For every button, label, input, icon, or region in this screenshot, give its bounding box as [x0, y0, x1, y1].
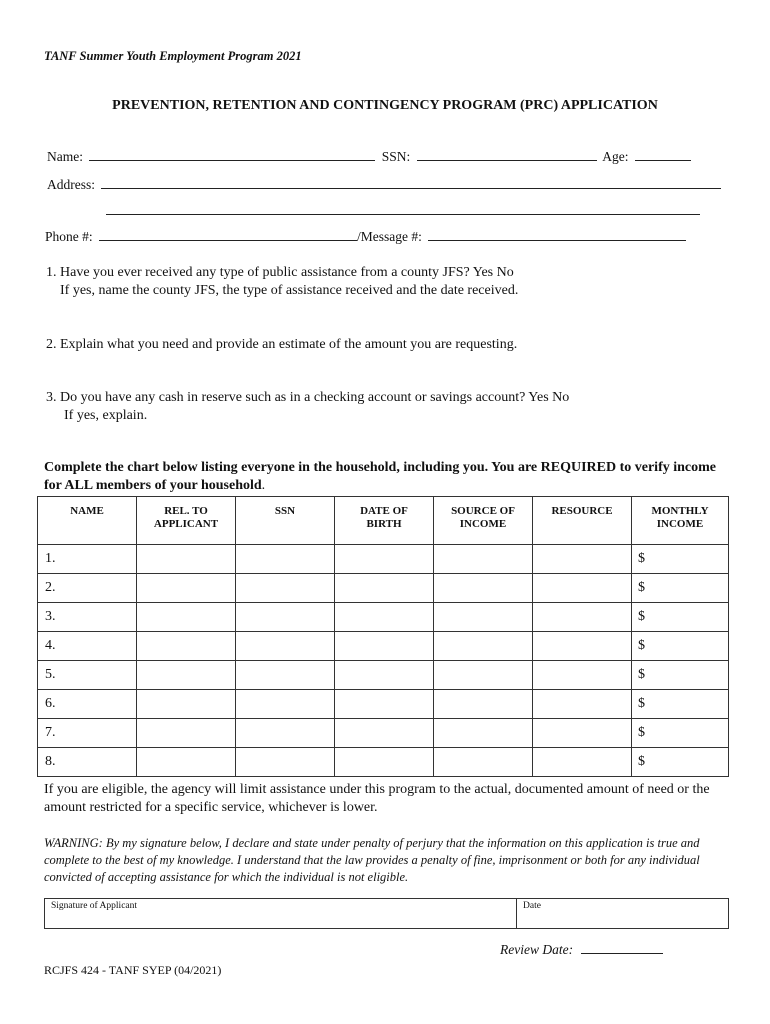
table-cell[interactable]: [533, 719, 632, 748]
row-number: 8.: [45, 754, 56, 769]
table-cell[interactable]: [434, 661, 533, 690]
perjury-warning: WARNING: By my signature below, I declare and state under penalty of perjury that the information on this application is true and complete to the best of my knowledge. I understand that the law provides a penalty of fine, imprisonment or both for any individual convicted of accepting assistance for which the individual is not eligible.: [44, 836, 700, 884]
review-date-row: [500, 942, 666, 958]
address-input-line-1[interactable]: [101, 177, 721, 189]
row-number: 3.: [45, 609, 56, 624]
table-cell[interactable]: [533, 748, 632, 777]
table-cell[interactable]: [137, 545, 236, 574]
table-cell[interactable]: [533, 603, 632, 632]
message-input-line[interactable]: [428, 229, 686, 241]
table-cell[interactable]: [335, 690, 434, 719]
table-cell[interactable]: [38, 661, 137, 690]
table-cell[interactable]: [434, 603, 533, 632]
table-cell[interactable]: [632, 690, 729, 719]
address-row: [47, 177, 724, 193]
phone-input-line[interactable]: [99, 229, 357, 241]
table-cell[interactable]: [335, 748, 434, 777]
household-table-body: [38, 545, 729, 777]
table-cell[interactable]: [335, 545, 434, 574]
table-row: [38, 661, 729, 690]
question-3: 3. Do you have any cash in reserve such as in a checking account or savings account? Yes No: [46, 390, 570, 405]
table-cell[interactable]: [533, 632, 632, 661]
address-label: Address:: [47, 177, 95, 192]
applicant-signature-field[interactable]: [45, 899, 517, 928]
age-input-line[interactable]: [635, 149, 691, 161]
household-chart-instructions: [44, 459, 734, 495]
table-cell[interactable]: [335, 632, 434, 661]
table-row: [38, 719, 729, 748]
table-cell[interactable]: [38, 603, 137, 632]
currency-symbol: $: [638, 638, 645, 653]
currency-symbol: $: [638, 609, 645, 624]
table-cell[interactable]: [137, 574, 236, 603]
table-cell[interactable]: [137, 719, 236, 748]
question-2: 2. Explain what you need and provide an estimate of the amount you are requesting.: [46, 337, 518, 352]
table-cell[interactable]: [38, 719, 137, 748]
table-cell[interactable]: [335, 719, 434, 748]
table-cell[interactable]: [137, 690, 236, 719]
row-number: 1.: [45, 551, 56, 566]
row-number: 5.: [45, 667, 56, 682]
table-cell[interactable]: [137, 748, 236, 777]
row-number: 6.: [45, 696, 56, 711]
table-cell[interactable]: [38, 632, 137, 661]
column-header: REL. TO APPLICANT: [137, 497, 236, 545]
message-label: /Message #:: [357, 229, 422, 244]
row-number: 7.: [45, 725, 56, 740]
table-cell[interactable]: [533, 690, 632, 719]
age-label: Age:: [602, 149, 629, 164]
table-row: [38, 748, 729, 777]
table-cell[interactable]: [137, 661, 236, 690]
table-cell[interactable]: [137, 632, 236, 661]
row-number: 2.: [45, 580, 56, 595]
phone-label: Phone #:: [45, 229, 93, 244]
table-cell[interactable]: [533, 661, 632, 690]
table-cell[interactable]: [236, 661, 335, 690]
table-cell[interactable]: [38, 545, 137, 574]
table-cell[interactable]: [632, 661, 729, 690]
table-cell[interactable]: [434, 690, 533, 719]
form-number: RCJFS 424 - TANF SYEP (04/2021): [44, 963, 222, 977]
signature-box: [44, 898, 729, 929]
currency-symbol: $: [638, 580, 645, 595]
table-row: [38, 545, 729, 574]
column-header: NAME: [38, 497, 137, 545]
table-cell[interactable]: [434, 632, 533, 661]
program-title: TANF Summer Youth Employment Program 2021: [44, 49, 302, 63]
table-cell[interactable]: [236, 748, 335, 777]
question-1-followup: If yes, name the county JFS, the type of assistance received and the date received.: [60, 283, 519, 298]
ssn-input-line[interactable]: [417, 149, 597, 161]
review-date-label: Review Date:: [500, 942, 574, 957]
table-cell[interactable]: [236, 545, 335, 574]
currency-symbol: $: [638, 667, 645, 682]
address-input-line-2[interactable]: [106, 203, 700, 215]
table-cell[interactable]: [533, 574, 632, 603]
chart-intro-text: Complete the chart below listing everyone in the household, including you. You are REQUIRED to verify income for ALL members of your household: [44, 460, 716, 493]
table-cell[interactable]: [632, 632, 729, 661]
currency-symbol: $: [638, 696, 645, 711]
household-table: [37, 496, 729, 777]
applicant-signature-label: Signature of Applicant: [51, 901, 138, 911]
column-header: MONTHLY INCOME: [632, 497, 729, 545]
currency-symbol: $: [638, 754, 645, 769]
table-cell[interactable]: [632, 574, 729, 603]
table-row: [38, 690, 729, 719]
table-cell[interactable]: [335, 661, 434, 690]
review-date-input-line[interactable]: [581, 942, 663, 954]
column-header: SSN: [236, 497, 335, 545]
table-cell[interactable]: [632, 719, 729, 748]
table-cell[interactable]: [434, 748, 533, 777]
table-cell[interactable]: [236, 690, 335, 719]
table-cell[interactable]: [236, 719, 335, 748]
table-cell[interactable]: [533, 545, 632, 574]
table-cell[interactable]: [137, 603, 236, 632]
table-cell[interactable]: [632, 603, 729, 632]
table-row: [38, 603, 729, 632]
name-label: Name:: [47, 149, 83, 164]
column-header: DATE OF BIRTH: [335, 497, 434, 545]
table-cell[interactable]: [335, 603, 434, 632]
currency-symbol: $: [638, 725, 645, 740]
page-title: PREVENTION, RETENTION AND CONTINGENCY PROGRAM (PRC) APPLICATION: [112, 98, 658, 113]
table-cell[interactable]: [434, 574, 533, 603]
signature-date-field[interactable]: [517, 899, 728, 928]
table-cell[interactable]: [38, 748, 137, 777]
table-cell[interactable]: [38, 574, 137, 603]
name-input-line[interactable]: [89, 149, 375, 161]
row-number: 4.: [45, 638, 56, 653]
name-row: [47, 149, 694, 165]
table-cell[interactable]: [335, 574, 434, 603]
table-cell[interactable]: [632, 748, 729, 777]
currency-symbol: $: [638, 551, 645, 566]
table-cell[interactable]: [236, 574, 335, 603]
signature-date-label: Date: [523, 901, 541, 911]
chart-intro-period: .: [261, 478, 266, 493]
table-header-row: [38, 497, 729, 545]
table-row: [38, 632, 729, 661]
eligibility-notice: If you are eligible, the agency will limit assistance under this program to the actual, documented amount of need or the amount restricted for a specific service, whichever is lower.: [44, 782, 710, 815]
question-1: 1. Have you ever received any type of public assistance from a county JFS? Yes No: [46, 265, 514, 280]
question-3-followup: If yes, explain.: [64, 408, 148, 423]
table-cell[interactable]: [38, 690, 137, 719]
ssn-label: SSN:: [381, 149, 411, 164]
table-cell[interactable]: [236, 603, 335, 632]
column-header: SOURCE OF INCOME: [434, 497, 533, 545]
table-cell[interactable]: [434, 545, 533, 574]
phone-row: [45, 229, 689, 245]
table-cell[interactable]: [236, 632, 335, 661]
column-header: RESOURCE: [533, 497, 632, 545]
table-cell[interactable]: [632, 545, 729, 574]
table-row: [38, 574, 729, 603]
table-cell[interactable]: [434, 719, 533, 748]
